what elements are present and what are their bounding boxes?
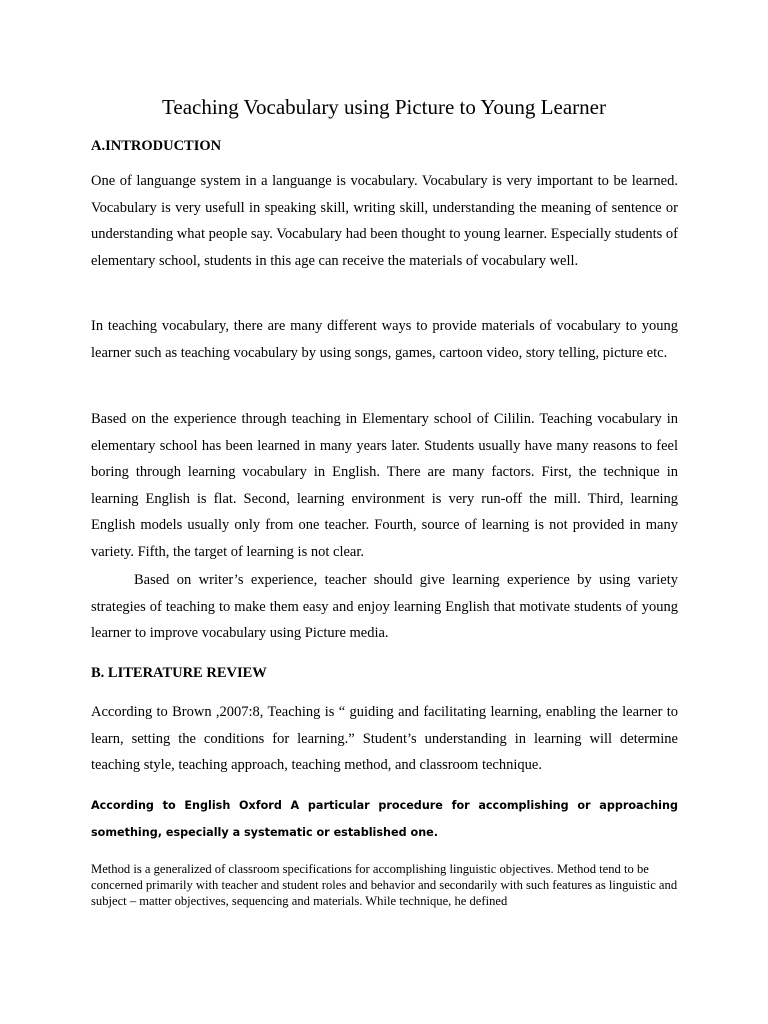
- introduction-paragraph-4: Based on writer’s experience, teacher should give learning experience by using variety strategies of teaching to make them easy and enjoy learning English that motivate students of young learner to improve vocabulary using Picture media.: [91, 572, 678, 642]
- document-title: Teaching Vocabulary using Picture to Young Learner: [162, 95, 606, 119]
- literature-paragraph-1: According to Brown ,2007:8, Teaching is “ guiding and facilitating learning, enabling the learner to learn, setting the conditions for learning.” Student’s understanding in learning will determine teaching style, teaching approach, teaching method, and classroom technique.: [91, 704, 678, 774]
- literature-paragraph-2: According to English Oxford A particular procedure for accomplishing or approaching something, especially a systematic or established one.: [91, 799, 678, 839]
- section-heading-introduction: A.INTRODUCTION: [91, 138, 222, 154]
- literature-paragraph-3: Method is a generalized of classroom specifications for accomplishing linguistic objectives. Method tend to be concerned primarily with teacher and student roles and behavior and secondarily with such features as linguistic and subject – matter objectives, sequencing and materials. While technique, he defined: [91, 862, 678, 908]
- section-heading-literature-review: B. LITERATURE REVIEW: [91, 665, 267, 681]
- introduction-paragraph-1: One of languange system in a languange is vocabulary. Vocabulary is very important to be learned. Vocabulary is very usefull in speaking skill, writing skill, understanding the meaning of sentence or understanding what people say. Vocabulary had been thought to young learner. Especially students of elementary school, students in this age can receive the materials of vocabulary well.: [91, 173, 678, 269]
- introduction-paragraph-3: Based on the experience through teaching in Elementary school of Cililin. Teaching vocabulary in elementary school has been learned in many years later. Students usually have many reasons to feel boring through learning vocabulary in English. There are many factors. First, the technique in learning English is flat. Second, learning environment is very run-off the mill. Third, learning English models usually only from one teacher. Fourth, source of learning is not provided in many variety. Fifth, the target of learning is not clear.: [91, 411, 678, 560]
- introduction-paragraph-2: In teaching vocabulary, there are many different ways to provide materials of vocabulary to young learner such as teaching vocabulary by using songs, games, cartoon video, story telling, picture etc.: [91, 318, 678, 361]
